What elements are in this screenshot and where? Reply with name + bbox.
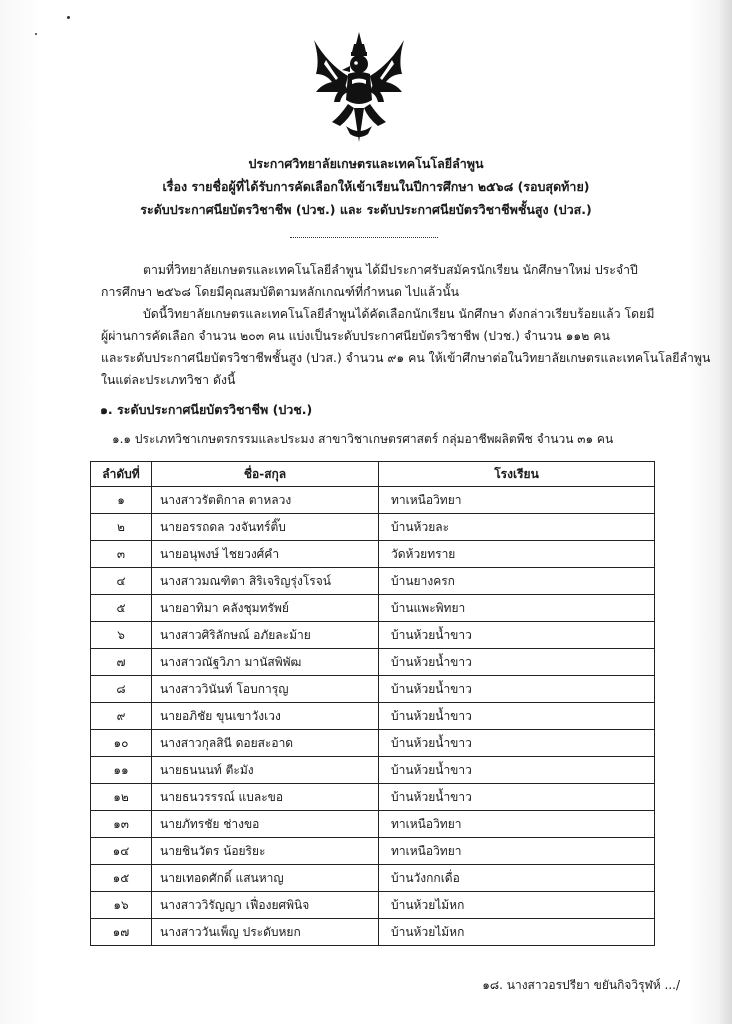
row-number: ๑ [91,487,152,514]
table-row [91,622,655,649]
table-row [91,865,655,892]
school-name: บ้านห้วยละ [379,514,655,541]
student-name: นางสาววินันท์ โอบการุญ [152,676,379,703]
table-row [91,487,655,514]
table-row [91,676,655,703]
student-table [90,461,655,946]
school-name: ทาเหนือวิทยา [379,838,655,865]
row-number: ๑๐ [91,730,152,757]
school-name: บ้านยางครก [379,568,655,595]
school-name: บ้านวังกกเดื่อ [379,865,655,892]
row-number: ๙ [91,703,152,730]
continuation-note: ๑๘. นางสาวอรปรียา ขยันกิจวิรุฬห์ .../ [482,978,680,992]
body-paragraph-1-line-1: ตามที่วิทยาลัยเกษตรและเทคโนโลยีลำพูน ได้มีประกาศรับสมัครนักเรียน นักศึกษาใหม่ ประจำปี [143,263,638,277]
school-name: บ้านห้วยน้ำขาว [379,649,655,676]
row-number: ๓ [91,541,152,568]
school-name: ทาเหนือวิทยา [379,811,655,838]
student-name: นางสาวมณฑิตา สิริเจริญรุ่งโรจน์ [152,568,379,595]
student-name: นายอรรถดล วงจันทร์ติ๊บ [152,514,379,541]
table-row [91,838,655,865]
garuda-emblem-icon [306,30,412,146]
student-name: นายธนวรรรณ์ แบละขอ [152,784,379,811]
student-name: นางสาวศิริลักษณ์ อภัยละม้าย [152,622,379,649]
student-name: นางสาวกุลสินี ดอยสะอาด [152,730,379,757]
school-name: ทาเหนือวิทยา [379,487,655,514]
column-header-number: ลำดับที่ [91,462,152,487]
header-levels: ระดับประกาศนียบัตรวิชาชีพ (ปวช.) และ ระดับประกาศนียบัตรวิชาชีพชั้นสูง (ปวส.) [140,202,592,217]
table-header-row [91,462,655,487]
row-number: ๗ [91,649,152,676]
student-name: นายเทอดศักดิ์ แสนหาญ [152,865,379,892]
row-number: ๒ [91,514,152,541]
student-name: นายอาทิมา คลังชุมทรัพย์ [152,595,379,622]
school-name: บ้านห้วยน้ำขาว [379,676,655,703]
student-name: นายอนุพงษ์ ไชยวงศ์คำ [152,541,379,568]
body-paragraph-2-line-1: บัดนี้วิทยาลัยเกษตรและเทคโนโลยีลำพูนได้คัดเลือกนักเรียน นักศึกษา ดังกล่าวเรียบร้อยแล้ว โดยมี [143,307,655,321]
document-header [0,152,732,221]
table-row [91,568,655,595]
section-subtitle: ๑.๑ ประเภทวิชาเกษตรกรรมและประมง สาขาวิชาเกษตรศาสตร์ กลุ่มอาชีพผลิตพืช จำนวน ๓๑ คน [112,432,614,446]
scan-speck [67,16,70,19]
student-name: นายธนนนท์ ตีะมัง [152,757,379,784]
table-row [91,757,655,784]
table-row [91,703,655,730]
body-paragraph-2-line-2: ผู้ผ่านการคัดเลือก จำนวน ๒๐๓ คน แบ่งเป็นระดับประกาศนียบัตรวิชาชีพ (ปวช.) จำนวน ๑๑๒ คน [101,329,610,343]
table-row [91,919,655,946]
table-row [91,514,655,541]
row-number: ๘ [91,676,152,703]
row-number: ๕ [91,595,152,622]
header-org: ประกาศวิทยาลัยเกษตรและเทคโนโลยีลำพูน [248,156,484,171]
student-name: นายอภิชัย ขุนเขาวังเวง [152,703,379,730]
school-name: บ้านห้วยน้ำขาว [379,730,655,757]
school-name: บ้านห้วยน้ำขาว [379,784,655,811]
row-number: ๑๗ [91,919,152,946]
header-divider [290,237,438,238]
table-row [91,595,655,622]
row-number: ๑๔ [91,838,152,865]
row-number: ๑๑ [91,757,152,784]
table-row [91,541,655,568]
column-header-school: โรงเรียน [379,462,655,487]
table-row [91,730,655,757]
table-row [91,784,655,811]
school-name: บ้านห้วยน้ำขาว [379,757,655,784]
school-name: บ้านห้วยไม้หก [379,892,655,919]
student-name: นายชินวัตร น้อยริยะ [152,838,379,865]
body-paragraph-1-line-2: การศึกษา ๒๕๖๘ โดยมีคุณสมบัติตามหลักเกณฑ์ที่กำหนด ไปแล้วนั้น [101,285,460,299]
student-name: นางสาววันเพ็ญ ประดับหยก [152,919,379,946]
scan-speck [35,33,37,35]
student-name: นางสาวณัฐวิภา มานัสพิพัฒ [152,649,379,676]
table-row [91,649,655,676]
table-row [91,811,655,838]
row-number: ๔ [91,568,152,595]
school-name: บ้านห้วยน้ำขาว [379,622,655,649]
header-subject: เรื่อง รายชื่อผู้ที่ได้รับการคัดเลือกให้เข้าเรียนในปีการศึกษา ๒๕๖๘ (รอบสุดท้าย) [162,179,590,194]
table-row [91,892,655,919]
body-paragraph-2-line-4: ในแต่ละประเภทวิชา ดังนี้ [101,373,236,387]
column-header-name: ชื่อ-สกุล [152,462,379,487]
student-name: นางสาววิรัญญา เฟื่องยศพินิจ [152,892,379,919]
row-number: ๑๕ [91,865,152,892]
row-number: ๑๓ [91,811,152,838]
row-number: ๑๒ [91,784,152,811]
school-name: บ้านห้วยน้ำขาว [379,703,655,730]
school-name: บ้านแพะพิทยา [379,595,655,622]
body-paragraph-2-line-3: และระดับประกาศนียบัตรวิชาชีพชั้นสูง (ปวส.) จำนวน ๙๑ คน ให้เข้าศึกษาต่อในวิทยาลัยเกษตรและเทคโนโลยีลำพูน [101,351,711,365]
student-name: นายภัทรชัย ช่างขอ [152,811,379,838]
row-number: ๖ [91,622,152,649]
row-number: ๑๖ [91,892,152,919]
student-name: นางสาวรัตติกาล ตาหลวง [152,487,379,514]
school-name: บ้านห้วยไม้หก [379,919,655,946]
school-name: วัดห้วยทราย [379,541,655,568]
section-title: ๑. ระดับประกาศนียบัตรวิชาชีพ (ปวช.) [100,402,313,417]
